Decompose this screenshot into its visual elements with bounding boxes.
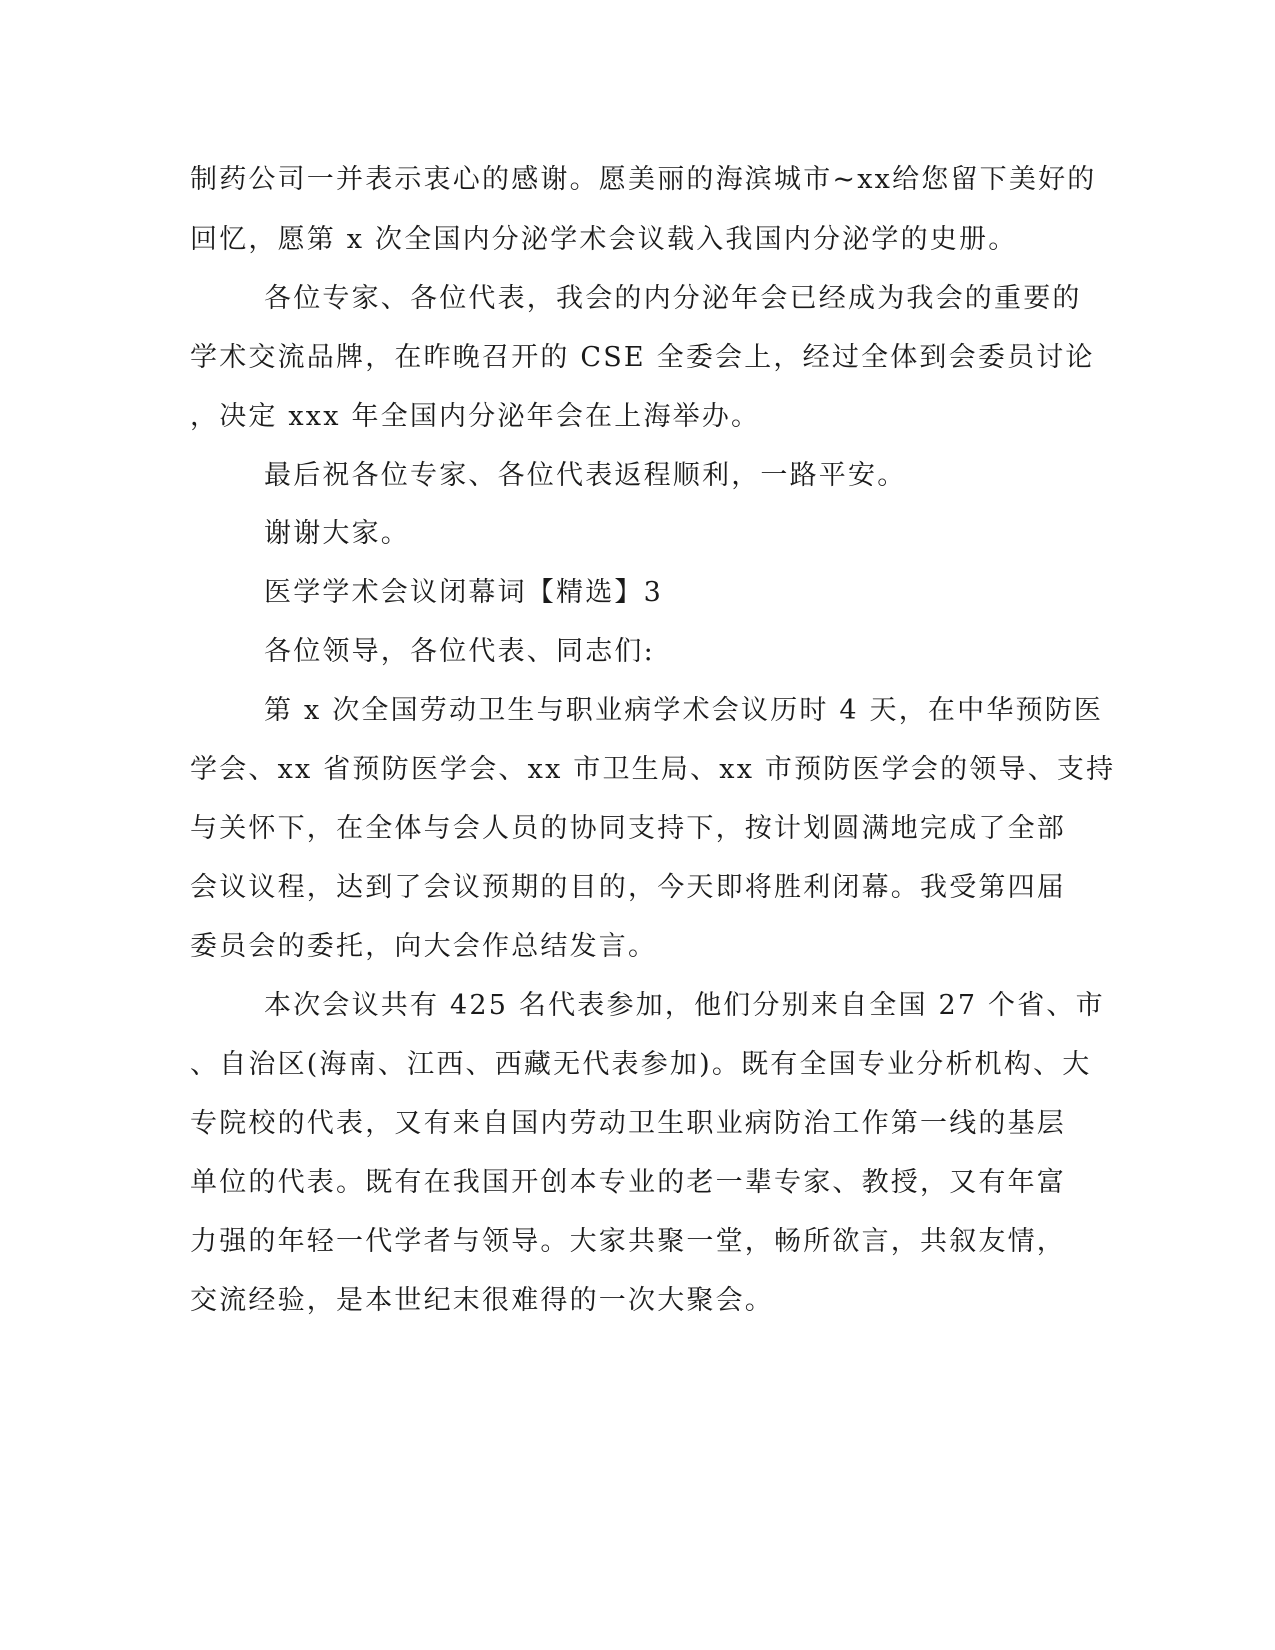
text-line: ，决定 xxx 年全国内分泌年会在上海举办。 bbox=[190, 401, 761, 432]
section-heading: 医学学术会议闭幕词【精选】3 bbox=[264, 577, 663, 608]
text-line: 制药公司一并表示衷心的感谢。愿美丽的海滨城市~xx给您留下美好的 bbox=[190, 164, 1097, 195]
text-line: 力强的年轻一代学者与领导。大家共聚一堂，畅所欲言，共叙友情， bbox=[190, 1226, 1066, 1257]
text-line: 学会、xx 省预防医学会、xx 市卫生局、xx 市预防医学会的领导、支持 bbox=[190, 754, 1116, 785]
text-line: 会议议程，达到了会议预期的目的，今天即将胜利闭幕。我受第四届 bbox=[190, 872, 1066, 903]
text-line: 回忆，愿第 x 次全国内分泌学术会议载入我国内分泌学的史册。 bbox=[190, 224, 1018, 255]
text-line: 各位领导，各位代表、同志们: bbox=[264, 636, 655, 667]
text-line: 本次会议共有 425 名代表参加，他们分别来自全国 27 个省、市 bbox=[264, 990, 1105, 1021]
text-line: 与关怀下，在全体与会人员的协同支持下，按计划圆满地完成了全部 bbox=[190, 813, 1066, 844]
text-line: 委员会的委托，向大会作总结发言。 bbox=[190, 931, 658, 962]
text-line: 各位专家、各位代表，我会的内分泌年会已经成为我会的重要的 bbox=[264, 283, 1082, 314]
text-line: 单位的代表。既有在我国开创本专业的老一辈专家、教授，又有年富 bbox=[190, 1167, 1066, 1198]
text-line: 、自治区(海南、江西、西藏无代表参加)。既有全国专业分析机构、大 bbox=[190, 1049, 1092, 1080]
text-line: 第 x 次全国劳动卫生与职业病学术会议历时 4 天，在中华预防医 bbox=[264, 695, 1104, 726]
text-line: 学术交流品牌，在昨晚召开的 CSE 全委会上，经过全体到会委员讨论 bbox=[190, 342, 1095, 373]
text-line: 专院校的代表，又有来自国内劳动卫生职业病防治工作第一线的基层 bbox=[190, 1108, 1066, 1139]
text-line: 谢谢大家。 bbox=[264, 518, 410, 549]
text-line: 交流经验，是本世纪末很难得的一次大聚会。 bbox=[190, 1285, 774, 1316]
text-line: 最后祝各位专家、各位代表返程顺利，一路平安。 bbox=[264, 460, 907, 491]
